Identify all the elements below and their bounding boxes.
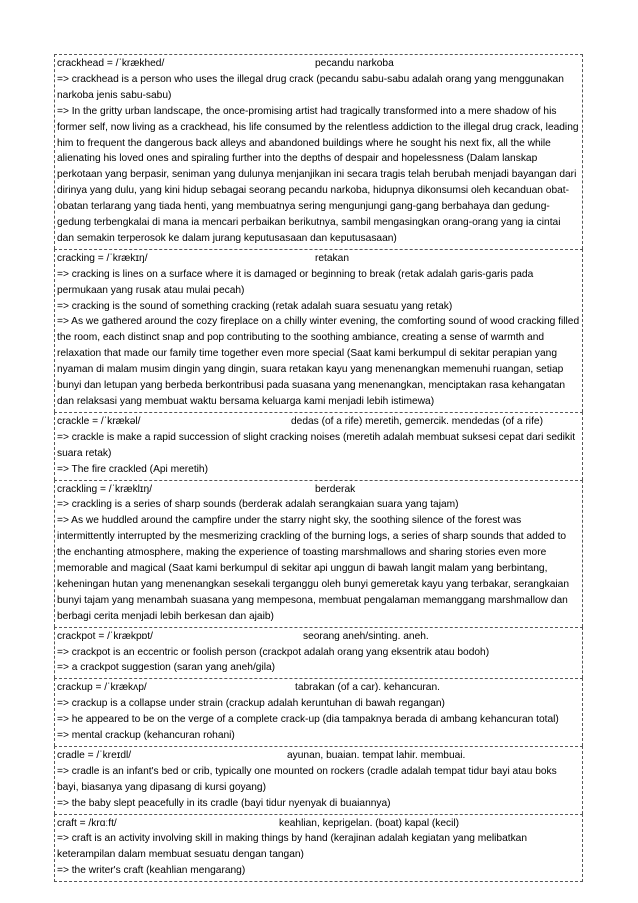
entry-line: => cracking is lines on a surface where it is damaged or beginning to break (retak adalah garis-garis pada permukaan yang rusak atau mulai pecah) bbox=[57, 268, 534, 296]
dictionary-entry bbox=[54, 746, 583, 814]
entry-term: crackhead = /ˈkrækhed/ bbox=[57, 58, 165, 69]
entry-line: => crackle is make a rapid succession of slight cracking noises (meretih adalah membuat suksesi cepat dari sedikit suara retak) bbox=[57, 431, 576, 459]
dictionary-page bbox=[54, 54, 583, 882]
entry-translation: ayunan, buaian. tempat lahir. membuai. bbox=[287, 749, 466, 761]
dictionary-entry bbox=[54, 814, 583, 883]
entry-header bbox=[57, 56, 580, 72]
entry-line: => crackpot is an eccentric or foolish person (crackpot adalah orang yang eksentrik atau bodoh) bbox=[57, 646, 490, 658]
entry-line: => a crackpot suggestion (saran yang aneh/gila) bbox=[57, 662, 276, 674]
entry-term: crackup = /ˈkrækʌp/ bbox=[57, 682, 147, 694]
entry-line: => The fire crackled (Api meretih) bbox=[57, 463, 208, 475]
entry-line: => he appeared to be on the verge of a complete crack-up (dia tampaknya berada di ambang kehancuran total) bbox=[57, 714, 559, 726]
dictionary-entry bbox=[54, 412, 583, 480]
entry-line: => In the gritty urban landscape, the once-promising artist had tragically transformed into a mere shadow of his former self, now living as a crackhead, his life consumed by the relentless addiction to the illegal drug crack, leading him to frequent the dangerous back alleys and abandoned buildings where he sought his next fix, all the while alienating his loved ones and spiraling further into the depths of despair and hopelessness (Dalam lanskap perkotaan yang berpasir, seniman yang dulunya menjanjikan ini secara tragis telah berubah menjadi bayangan dari dirinya yang dulu, yang kini hidup sebagai seorang pecandu narkoba, hidupnya dikonsumsi oleh kecanduan obat-obatan terlarang yang tiada henti, yang membuatnya sering mengunjungi gang-gang berbahaya dan gedung-gedung terbengkalai di mana ia mencari perbaikan berikutnya, sambil mengasingkan orang-orang yang ia cintai dan semakin terperosok ke dalam jurang keputusasaan dan keputusasaan) bbox=[57, 105, 579, 244]
entry-translation: pecandu narkoba bbox=[315, 58, 394, 69]
entry-header bbox=[57, 414, 580, 430]
entry-line: => the writer's craft (keahlian mengarang) bbox=[57, 865, 246, 877]
entry-line: => crackling is a series of sharp sounds (berderak adalah serangkaian suara yang tajam) bbox=[57, 499, 459, 511]
dictionary-entry bbox=[54, 54, 583, 249]
entry-translation: tabrakan (of a car). kehancuran. bbox=[295, 682, 440, 694]
entry-line: => cradle is an infant's bed or crib, typically one mounted on rockers (cradle adalah tempat tidur bayi atau boks bayi, biasanya yang dipasang di kursi goyang) bbox=[57, 765, 557, 793]
entry-header bbox=[57, 629, 580, 645]
entry-term: cradle = /ˈkreɪdl/ bbox=[57, 749, 132, 761]
entry-header bbox=[57, 482, 580, 498]
entry-line: => crackhead is a person who uses the illegal drug crack (pecandu sabu-sabu adalah orang yang menggunakan narkoba jenis sabu-sabu) bbox=[57, 73, 564, 101]
dictionary-entry bbox=[54, 678, 583, 746]
entry-translation: dedas (of a rife) meretih, gemercik. mendedas (of a rife) bbox=[291, 415, 543, 427]
entry-header bbox=[57, 748, 580, 764]
dictionary-entry bbox=[54, 249, 583, 412]
entry-line: => As we gathered around the cozy fireplace on a chilly winter evening, the comforting sound of wood cracking filled the room, each distinct snap and pop contributing to the soothing ambiance, creating a sense of warmth and relaxation that made our family time together even more special (Saat kami berkumpul di sekitar perapian yang nyaman di malam musim dingin yang dingin, suara retakan kayu yang menenangkan memenuhi ruangan, setiap bunyi dan letupan yang berbeda berkontribusi pada suasana yang menenangkan, menciptakan rasa kehangatan dan relaksasi yang membuat waktu bersama keluarga kami menjadi lebih istimewa) bbox=[57, 316, 580, 407]
entry-line: => mental crackup (kehancuran rohani) bbox=[57, 730, 235, 742]
entry-term: crackpot = /ˈkrækpɒt/ bbox=[57, 630, 153, 642]
entry-header bbox=[57, 251, 580, 267]
entry-line: => crackup is a collapse under strain (crackup adalah keruntuhan di bawah regangan) bbox=[57, 698, 445, 710]
entry-header bbox=[57, 680, 580, 696]
entry-line: => As we huddled around the campfire under the starry night sky, the soothing silence of the forest was intermittently interrupted by the mesmerizing crackling of the burning logs, a series of sharp sounds that added to the enchanting atmosphere, making the experience of toasting marshmallows and sharing stories even more memorable and magical (Saat kami berkumpul di sekitar api unggun di bawah langit malam yang berbintang, keheningan hutan yang menenangkan sesekali terganggu oleh bunyi gemeretak kayu yang terbakar, serangkaian bunyi tajam yang menambah suasana yang mempesona, membuat pengalaman memanggang marshmallow dan berbagi cerita menjadi lebih berkesan dan ajaib) bbox=[57, 515, 569, 622]
entry-term: cracking = /ˈkrækɪŋ/ bbox=[57, 252, 148, 264]
entry-line: => the baby slept peacefully in its cradle (bayi tidur nyenyak di buaiannya) bbox=[57, 797, 391, 809]
dictionary-entry bbox=[54, 480, 583, 627]
entry-term: crackling = /ˈkræklɪŋ/ bbox=[57, 483, 153, 495]
entry-translation: retakan bbox=[315, 252, 349, 264]
entry-line: => craft is an activity involving skill in making things by hand (kerajinan adalah kegiatan yang melibatkan keterampilan dalam membuat sesuatu dengan tangan) bbox=[57, 833, 528, 861]
entry-translation: berderak bbox=[315, 483, 356, 495]
entry-header bbox=[57, 816, 580, 832]
entry-translation: keahlian, keprigelan. (boat) kapal (kecil) bbox=[279, 817, 460, 829]
entry-line: => cracking is the sound of something cracking (retak adalah suara sesuatu yang retak) bbox=[57, 300, 453, 312]
dictionary-entry bbox=[54, 627, 583, 679]
entry-term: craft = /krɑːft/ bbox=[57, 817, 117, 829]
entry-term: crackle = /ˈkrækəl/ bbox=[57, 415, 141, 427]
entry-translation: seorang aneh/sinting. aneh. bbox=[303, 630, 429, 642]
